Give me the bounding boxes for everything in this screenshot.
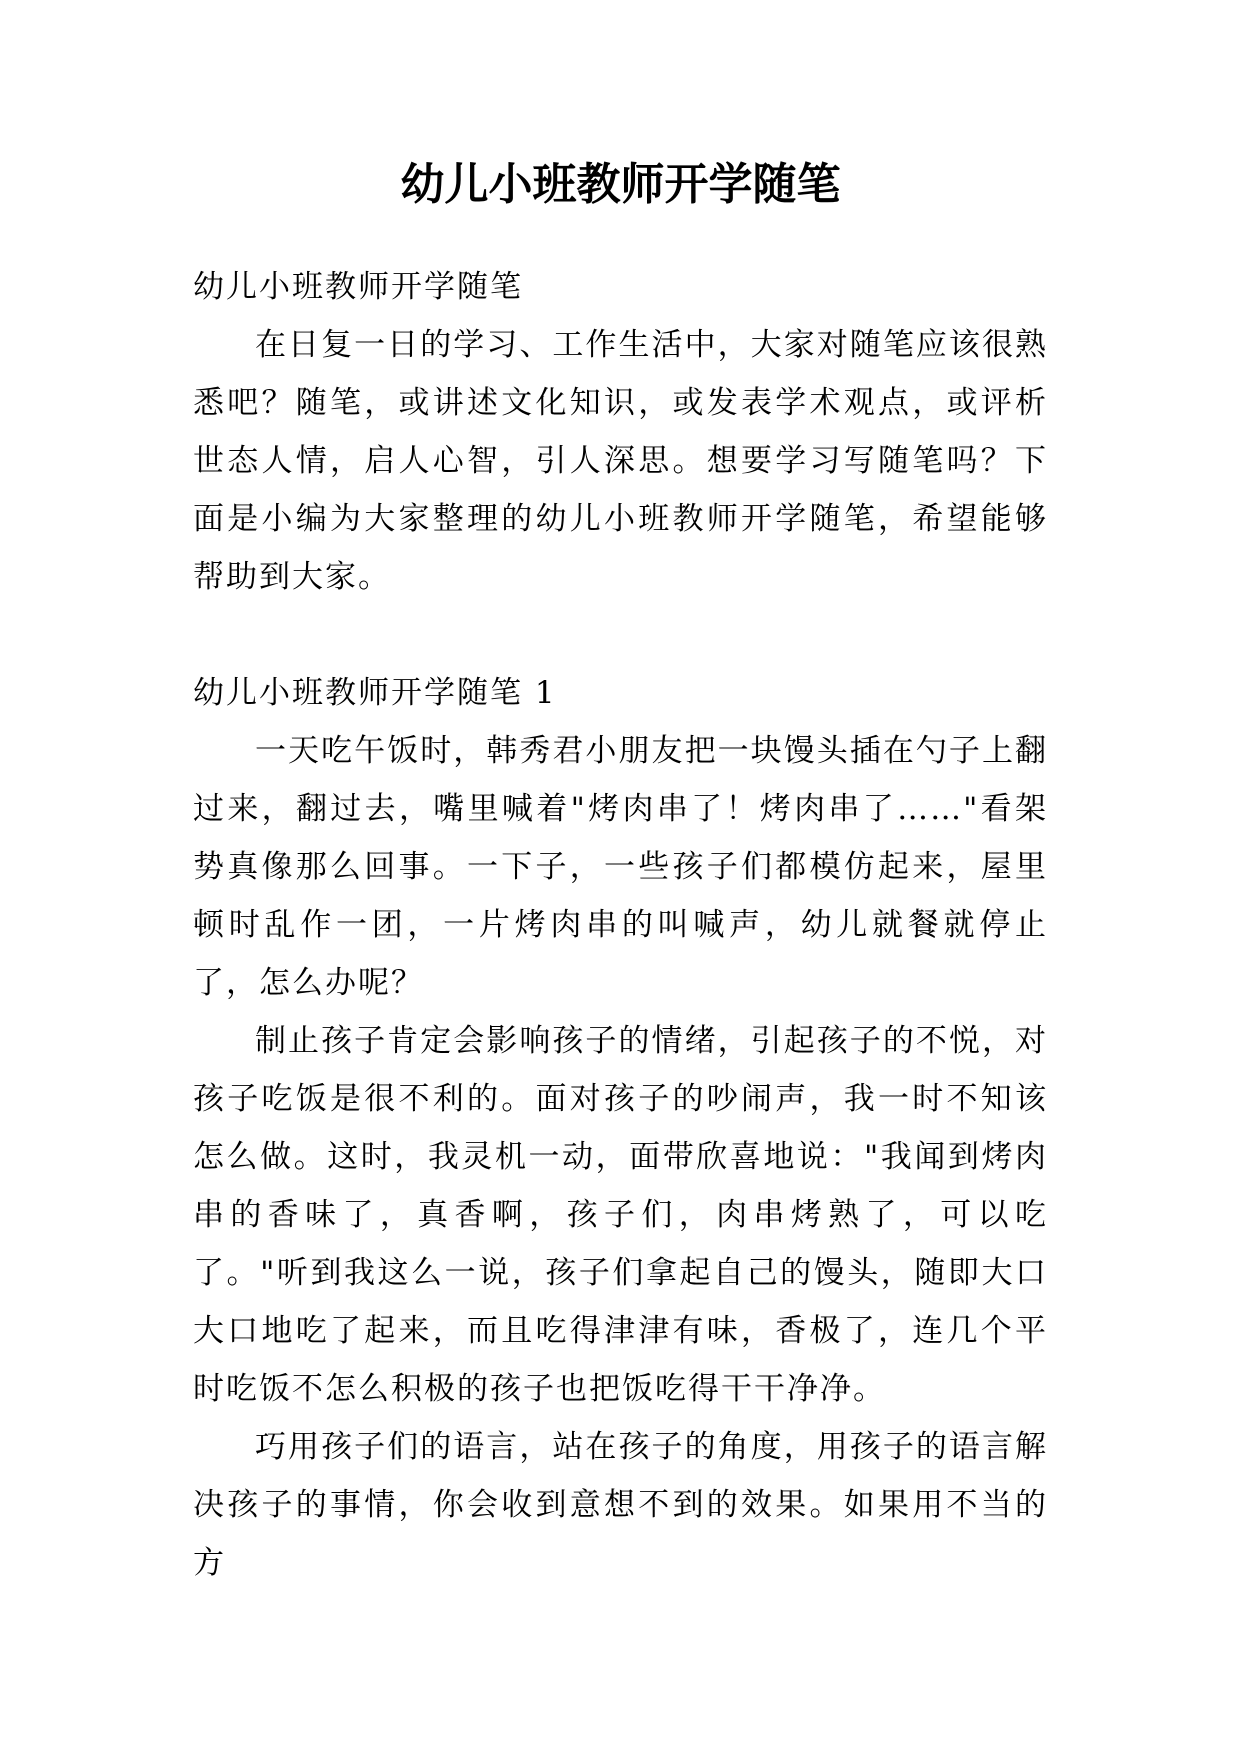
section1-paragraph-2: 制止孩子肯定会影响孩子的情绪，引起孩子的不悦，对孩子吃饭是很不利的。面对孩子的吵闹声，我一时不知该怎么做。这时，我灵机一动，面带欣喜地说："我闻到烤肉串的香味了，真香啊，孩子们，肉串烤熟了，可以吃了。"听到我这么一说，孩子们拿起自己的馒头，随即大口大口地吃了起来，而且吃得津津有味，香极了，连几个平时吃饭不怎么积极的孩子也把饭吃得干干净净。 xyxy=(193,1023,1048,1407)
document-title: 幼儿小班教师开学随笔 xyxy=(400,159,841,210)
section-spacer xyxy=(193,606,1048,664)
section1-paragraph-1: 一天吃午饭时，韩秀君小朋友把一块馒头插在勺子上翻过来，翻过去，嘴里喊着"烤肉串了！烤肉串了……"看架势真像那么回事。一下子，一些孩子们都模仿起来，屋里顿时乱作一团，一片烤肉串的叫喊声，幼儿就餐就停止了，怎么办呢？ xyxy=(193,733,1048,1001)
intro-heading: 幼儿小班教师开学随笔 xyxy=(193,269,523,305)
intro-paragraph: 在日复一日的学习、工作生活中，大家对随笔应该很熟悉吧？随笔，或讲述文化知识，或发表学术观点，或评析世态人情，启人心智，引人深思。想要学习写随笔吗？下面是小编为大家整理的幼儿小班教师开学随笔，希望能够帮助到大家。 xyxy=(193,327,1048,595)
section1-heading: 幼儿小班教师开学随笔 1 xyxy=(193,675,557,711)
section1-paragraph-3: 巧用孩子们的语言，站在孩子的角度，用孩子的语言解决孩子的事情，你会收到意想不到的效果。如果用不当的方 xyxy=(193,1429,1048,1581)
document-body xyxy=(193,258,1048,1592)
